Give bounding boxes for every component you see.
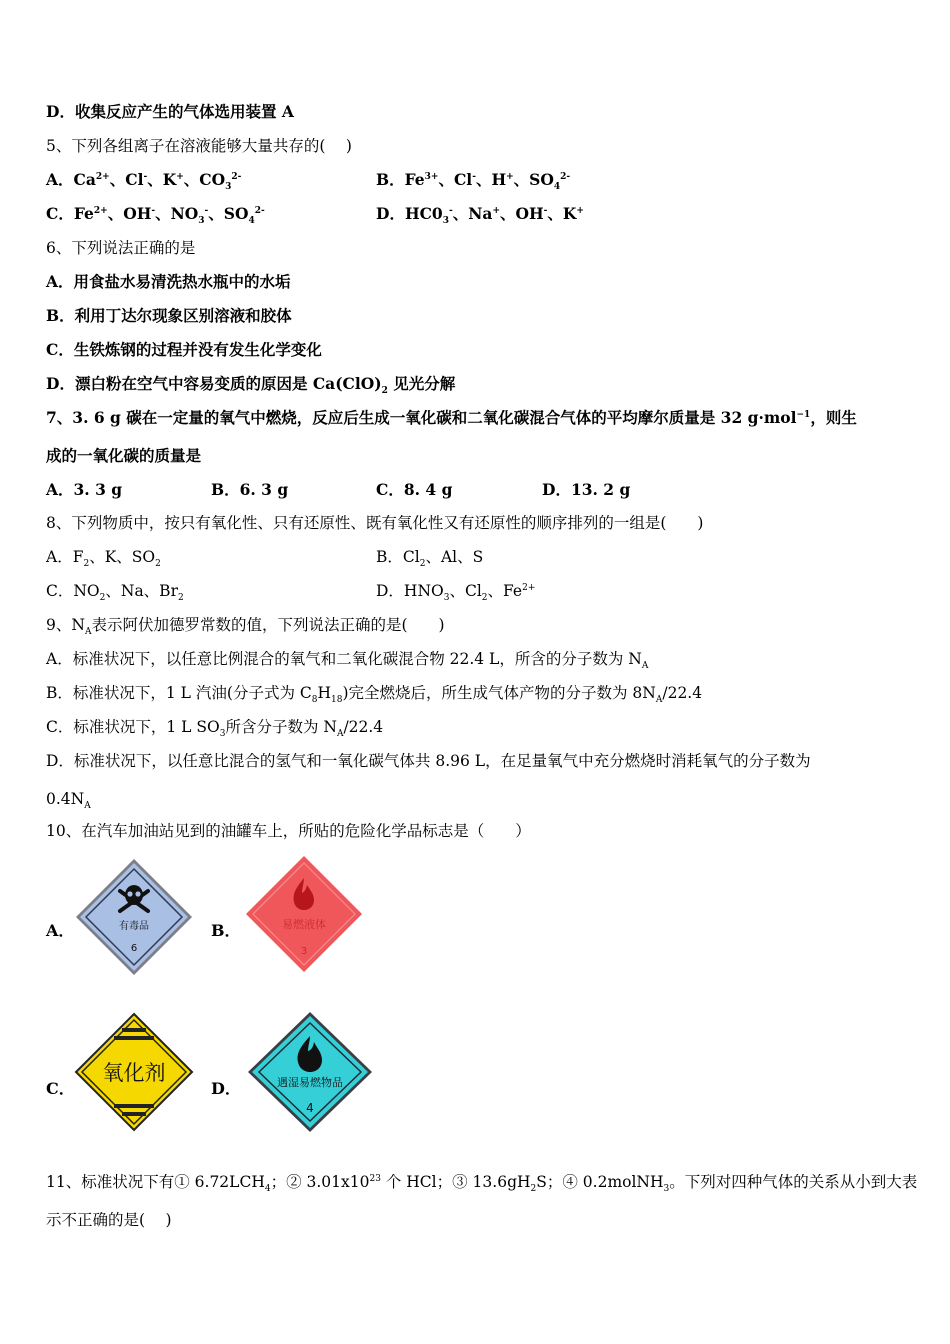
q9-option-d-line2: $0.4N_A$	[46, 790, 91, 812]
sign-c-text: 氧化剂	[102, 1061, 166, 1085]
q9-option-b: B．标准状况下，1 L 汽油(分子式为 $C_8H_{18}$)完全燃烧后，所生成气体产物的分子数为 $8N_A/22.4$	[46, 684, 703, 706]
q9-option-c: C．标准状况下，1 L $SO_3$所含分子数为 $N_A/22.4$	[46, 718, 384, 740]
sign-b-number: 3	[300, 946, 308, 957]
sign-a-number: 6	[130, 943, 138, 954]
q10-stem: 10、在汽车加油站见到的油罐车上，所贴的危险化学品标志是（ ）	[46, 822, 531, 840]
q8-stem: 8、下列物质中，按只有氧化性、只有还原性、既有氧化性又有还原性的顺序排列的一组是( )	[46, 514, 704, 532]
q5-option-b: B．$Fe^{3+}$、Cl-、H+、$SO_4^{2-}$	[376, 170, 571, 193]
q7-option-a: A．3. 3 g	[46, 480, 123, 499]
q7-stem-line1: 7、3. 6 g 碳在一定量的氧气中燃烧，反应后生成一氧化碳和二氧化碳混合气体的平均摩尔质量是 32 g·mol$^{-1}$，则生	[46, 408, 857, 427]
q6-option-a: A．用食盐水易清洗热水瓶中的水垢	[46, 272, 291, 291]
q11-stem-line2: 示不正确的是( )	[46, 1211, 172, 1229]
q9-stem: 9、$N_A$表示阿伏加德罗常数的值，下列说法正确的是( )	[46, 616, 445, 638]
q4-option-d: D．收集反应产生的气体选用装置 A	[46, 102, 294, 121]
toxic-sign-icon	[74, 857, 194, 977]
q10-option-a-label: A．	[46, 921, 75, 940]
q10-option-d-label: D．	[211, 1079, 241, 1098]
q8-option-a: A．$F_2$、K、$SO_2$	[46, 548, 161, 570]
sign-d-number: 4	[306, 1101, 314, 1115]
q7-option-c: C．8. 4 g	[376, 480, 453, 499]
q10-option-c-label: C．	[46, 1079, 75, 1098]
q5-option-a: A．$Ca^{2+}$、Cl-、K+、$CO_3^{2-}$	[46, 170, 242, 193]
q10-option-b-label: B．	[211, 921, 241, 940]
sign-a-text: 有毒品	[119, 921, 149, 932]
q11-stem-line1: 11、标准状况下有① $6.72LCH_4$；② $3.01x10^{23}$ 个 HCl；③ $13.6gH_2S$；④ 0.2molNH$_3$。下列对四种气体的关系从小到大表	[46, 1173, 918, 1195]
q5-option-c: C．$Fe^{2+}$、OH-、$NO_3^-$、$SO_4^{2-}$	[46, 204, 265, 227]
q7-option-b: B．6. 3 g	[211, 480, 289, 499]
q5-stem: 5、下列各组离子在溶液能够大量共存的( )	[46, 137, 352, 155]
sign-d-text: 遇湿易燃物品	[277, 1076, 343, 1089]
q6-option-b: B．利用丁达尔现象区别溶液和胶体	[46, 306, 292, 325]
sign-b-text: 易燃液体	[282, 918, 326, 931]
q7-stem-line2: 成的一氧化碳的质量是	[46, 446, 202, 465]
q9-option-a: A．标准状况下，以任意比例混合的氧气和二氧化碳混合物 22.4 L，所含的分子数为 $N_A$	[46, 650, 649, 672]
q6-stem: 6、下列说法正确的是	[46, 239, 196, 257]
q6-option-c: C．生铁炼钢的过程并没有发生化学变化	[46, 340, 322, 359]
q8-option-c: C．$NO_2$、Na、$Br_2$	[46, 582, 184, 604]
q5-option-d: D．$HC0_3^-$、Na+、OH-、K+	[376, 204, 584, 227]
dangerous-when-wet-sign-icon	[244, 1010, 376, 1134]
oxidizer-sign-icon	[74, 1012, 194, 1132]
q8-option-d: D．$HNO_3$、$Cl_2$、$Fe^{2+}$	[376, 582, 536, 604]
q7-option-d: D．13. 2 g	[542, 480, 631, 499]
q9-option-d-line1: D．标准状况下，以任意比混合的氢气和一氧化碳气体共 8.96 L，在足量氧气中充分燃烧时消耗氧气的分子数为	[46, 752, 811, 770]
q6-option-d: D．漂白粉在空气中容易变质的原因是 $Ca(ClO)_2$ 见光分解	[46, 374, 456, 397]
flammable-liquid-sign-icon	[244, 854, 364, 974]
q8-option-b: B．$Cl_2$、Al、S	[376, 548, 484, 570]
